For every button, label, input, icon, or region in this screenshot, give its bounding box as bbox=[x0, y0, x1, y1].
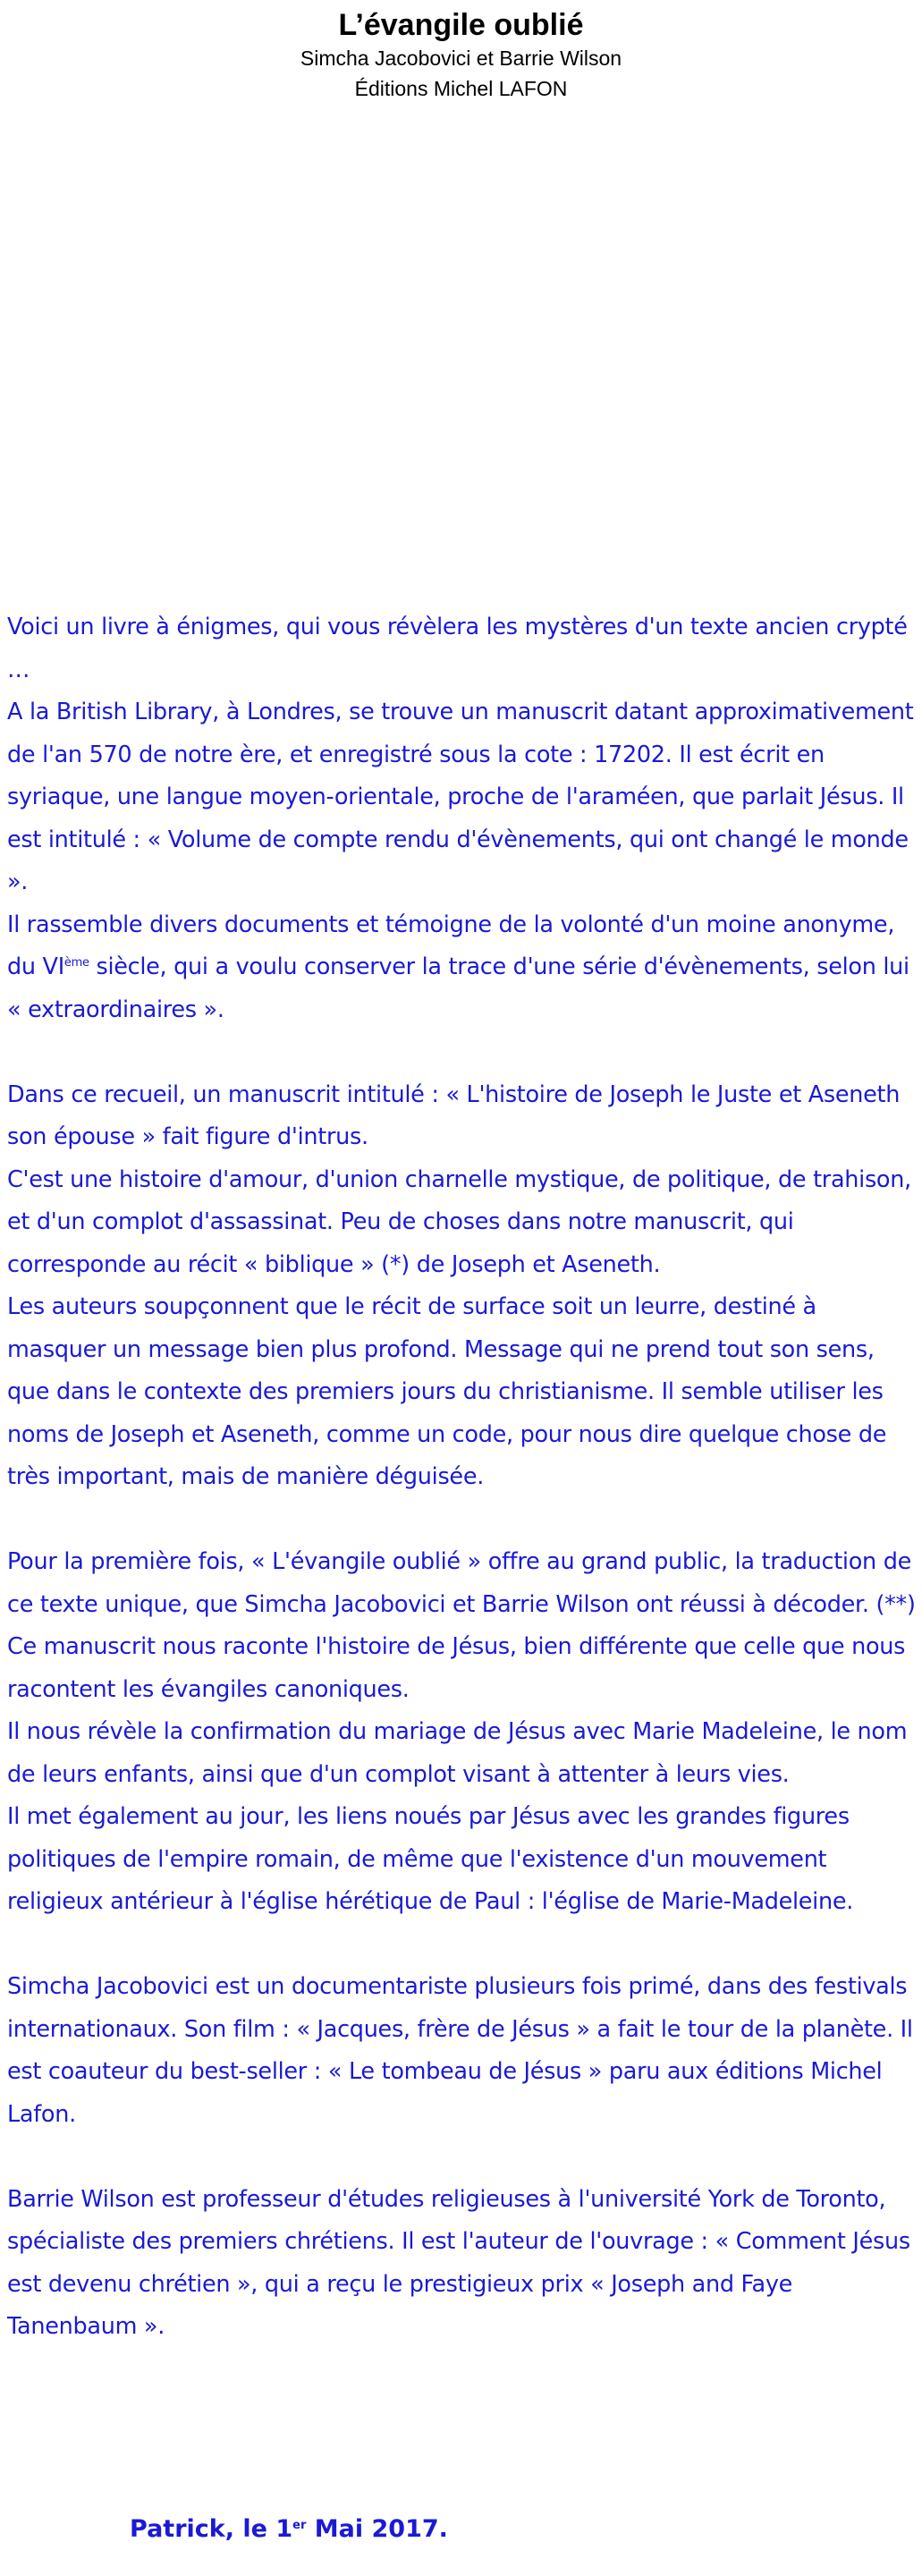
paragraph-premiere-fois: Pour la première fois, « L'évangile oublié » offre au grand public, la traduction de ce texte unique, que Simcha Jacobovici et Barrie Wilson ont réussi à décoder. (**) Ce manuscrit nous raconte l'histoire de Jésus, bien différente que celle que nous racontent les évangiles canoniques. bbox=[7, 1548, 916, 1703]
paragraph-gap bbox=[7, 1499, 919, 1542]
moine-superscript: ème bbox=[63, 956, 89, 970]
book-authors: Simcha Jacobovici et Barrie Wilson bbox=[300, 47, 622, 70]
paragraph-gap bbox=[7, 2136, 919, 2179]
paragraph-wilson: Barrie Wilson est professeur d'études religieuses à l'université York de Toronto, spécialiste des premiers chrétiens. Il est l'auteur de l'ouvrage : « Comment Jésus est devenu chrétien », qui a reçu le prestigieux prix « Joseph and Faye Tanenbaum ». bbox=[7, 2185, 910, 2340]
paragraph-moine bbox=[7, 904, 919, 1032]
paragraph-histoire-amour: C'est une histoire d'amour, d'union charnelle mystique, de politique, de trahison, et d'un complot d'assassinat. Peu de choses dans notre manuscrit, qui corresponde au récit « biblique » (*) de Joseph et Aseneth. bbox=[7, 1165, 911, 1278]
book-title: L’évangile oublié bbox=[338, 8, 584, 42]
header bbox=[0, 0, 922, 104]
paragraph-intro: Voici un livre à énigmes, qui vous révèlera les mystères d'un texte ancien crypté … bbox=[7, 614, 908, 683]
review-text bbox=[7, 606, 919, 2349]
moine-text-end: siècle, qui a voulu conserver la trace d'une série d'évènements, selon lui « extraordinaires ». bbox=[7, 953, 909, 1023]
paragraph-liens: Il met également au jour, les liens noués par Jésus avec les grandes figures politiques de l'empire romain, de même que l'existence d'un mouvement religieux antérieur à l'église hérétique de Paul : l'église de Marie-Madeleine. bbox=[7, 1803, 854, 1915]
paragraph-mariage: Il nous révèle la confirmation du mariage de Jésus avec Marie Madeleine, le nom de leurs enfants, ainsi que d'un complot visant à attenter à leurs vies. bbox=[7, 1718, 908, 1788]
book-publisher: Éditions Michel LAFON bbox=[354, 77, 568, 100]
paragraph-jacobovici: Simcha Jacobovici est un documentariste plusieurs fois primé, dans des festivals internationaux. Son film : « Jacques, frère de Jésus » a fait le tour de la planète. Il est coauteur du best-seller : « Le tombeau de Jésus » paru aux éditions Michel Lafon. bbox=[7, 1973, 913, 2128]
paragraph-gap bbox=[7, 1031, 919, 1074]
paragraph-auteurs-soupconnent: Les auteurs soupçonnent que le récit de surface soit un leurre, destiné à masquer un message bien plus profond. Message qui ne prend tout son sens, que dans le contexte des premiers jours du christianisme. Il semble utiliser les noms de Joseph et Aseneth, comme un code, pour nous dire quelque chose de très important, mais de manière déguisée. bbox=[7, 1293, 887, 1490]
signature-superscript: er bbox=[292, 2519, 307, 2532]
signature bbox=[130, 2512, 448, 2547]
signature-end: Mai 2017. bbox=[306, 2515, 448, 2543]
paragraph-recueil: Dans ce recueil, un manuscrit intitulé : « L'histoire de Joseph le Juste et Aseneth son épouse » fait figure d'intrus. bbox=[7, 1080, 901, 1150]
paragraph-gap bbox=[7, 1924, 919, 1967]
moine-text-start: Il rassemble divers documents et témoigne de la volonté d'un moine anonyme, du VI bbox=[7, 911, 895, 980]
signature-start: Patrick, le 1 bbox=[130, 2515, 293, 2543]
paragraph-british-library: A la British Library, à Londres, se trouve un manuscrit datant approximativement de l'an 570 de notre ère, et enregistré sous la cote : 17202. Il est écrit en syriaque, une langue moyen-orientale, proche de l'araméen, que parlait Jésus. Il est intitulé : « Volume de compte rendu d'évènements, qui ont changé le monde ». bbox=[7, 699, 914, 895]
